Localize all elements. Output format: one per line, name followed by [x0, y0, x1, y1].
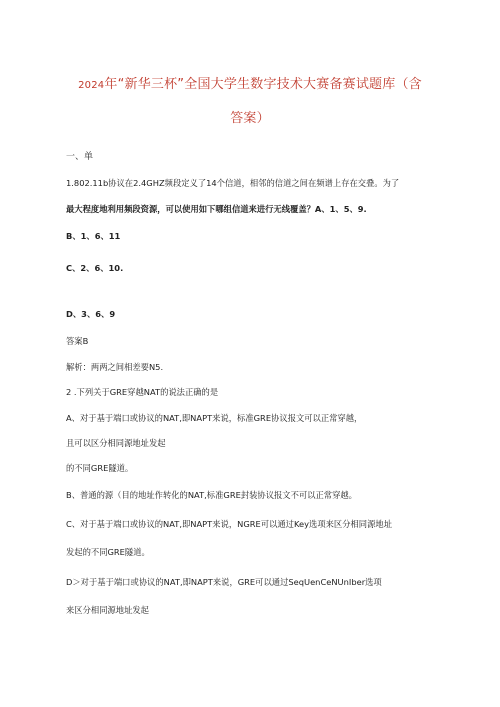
q1-analysis: 解析：两两之间相差要N5.: [66, 362, 164, 372]
q2-option-d-line2: 来区分相同源地址发起: [66, 605, 149, 615]
q2-option-a-line3: 的不同GRE隧道。: [66, 463, 134, 473]
document-title-line1: [40, 73, 460, 92]
q2-option-c-line1: C、对于基于端口或协议的NAT,即NAPT来说，NGRE可以通过Key选项来区分相同源地址: [66, 519, 392, 529]
q1-option-b: B、1、6、11: [66, 231, 121, 241]
q2-option-d-line1: D＞对于基于端口或协议的NAT,即NAPT来说，GRE可以通过SeqUenCeNUnIber选项: [66, 577, 382, 587]
q1-stem-line1: 1.802.11b协议在2.4GHZ频段定义了14个信道，相邻的信道之间在频谱上存在交叠。为了: [66, 178, 400, 188]
section-heading: 一、单: [66, 152, 94, 162]
title-text: 年“新华三杯”全国大学生数字技术大赛备赛试题库（含: [104, 77, 422, 92]
document-title-line2: 答案）: [230, 111, 270, 126]
q2-option-b: B、普通的源（目的地址作转化的NAT,标准GRE封装协议报文不可以正常穿越。: [66, 490, 357, 500]
title-year: 2024: [78, 80, 105, 91]
q1-option-d: D、3、6、9: [66, 309, 116, 319]
q1-option-c: C、2、6、10.: [66, 263, 124, 273]
q1-answer: 答案B: [66, 336, 89, 346]
q2-option-a-line2: 且可以区分相同源地址发起: [66, 438, 166, 448]
q1-stem-line2: 最大程度地利用频段资源，可以使用如下哪组信道来进行无线覆盖？A、1、5、9.: [66, 204, 367, 214]
q2-option-c-line2: 发起的不同GRE隧道。: [66, 547, 150, 557]
q2-stem: 2 .下列关于GRE穿越NAT的说法正确的是: [66, 387, 219, 397]
q2-option-a-line1: A、对于基于端口或协议的NAT,即NAPT来说，标准GRE协议报文可以正常穿越，: [66, 413, 363, 423]
